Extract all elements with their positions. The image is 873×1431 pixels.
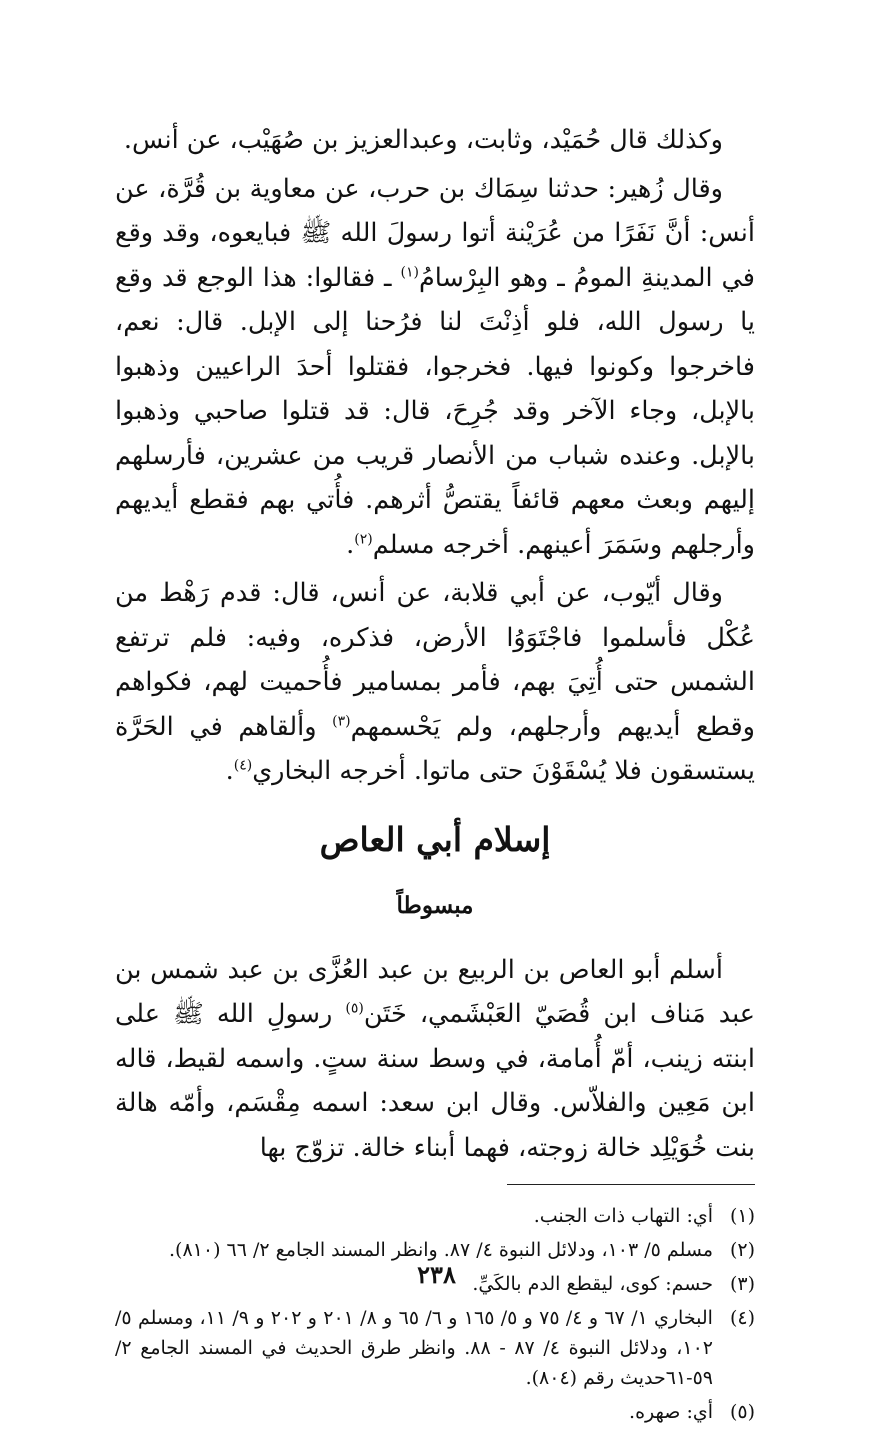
footnote-number: (٣)	[729, 1273, 755, 1295]
paragraph-4-text-b: رسولِ الله ﷺ على ابنته زينب، أمّ أُمامة، في وسط سنة ستٍ. واسمه لقيط، قاله ابن مَعِين والفلاّس. وقال ابن سعد: اسمه مِقْسَم، وأمّه هالة بنت خُوَيْلِد خالة زوجته، فهما أبناء خالة. تزوّج بها	[115, 999, 755, 1163]
footnote-5	[115, 1397, 755, 1427]
footnote-number: (٢)	[729, 1239, 755, 1261]
footnote-ref-3[interactable]: (٣)	[332, 713, 351, 729]
section-heading: إسلام أبي العاص	[319, 819, 551, 859]
paragraph-4-text-a: أسلم أبو العاص بن الربيع بن عبد العُزَّى بن عبد شمس بن عبد مَناف ابن قُصَيّ العَبْشَمي، خَتَن	[115, 954, 755, 1029]
footnote-text: أي: صهره.	[629, 1401, 713, 1423]
footnote-text: البخاري ١/ ٦٧ و ٤/ ٧٥ و ٥/ ١٦٥ و ٦/ ٦٥ و ٨/ ٢٠١ و ٢٠٢ و ٩/ ١١، ومسلم ٥/ ١٠٢، ودلائل النبوة ٤/ ٨٧ - ٨٨. وانظر طرق الحديث في المسند الجامع ٢/ ٥٩-٦١حديث رقم (٨٠٤).	[115, 1307, 713, 1389]
paragraph-4	[115, 948, 755, 1171]
footnote-text: أي: التهاب ذات الجنب.	[533, 1205, 713, 1227]
footnote-number: (١)	[729, 1205, 755, 1227]
footnote-divider	[507, 1184, 755, 1185]
footnote-1	[115, 1201, 755, 1231]
paragraph-2	[115, 167, 755, 568]
paragraph-1	[115, 118, 755, 163]
footnote-ref-4[interactable]: (٤)	[233, 757, 253, 774]
section-subheading: مبسوطاً	[396, 891, 474, 919]
paragraph-2-text-b: ـ فقالوا: هذا الوجع قد وقع يا رسول الله، فلو أذِنْتَ لنا فرُحنا إلى الإبل. قال: نعم، فاخرجوا وكونوا فيها. فخرجوا، فقتلوا أحدَ الراعيين وذهبوا بالإبل، وجاء الآخر وقد جُرِحَ، قال: قد قتلوا صاحبي وذهبوا بالإبل. وعنده شباب من الأنصار قريب من عشرين، فأرسلهم إليهم وبعث معهم قائفاً يقتصُّ أثرهم. فأُتي بهم فقطع أيديهم وأرجلهم وسَمَرَ أعينهم. أخرجه مسلم	[115, 262, 755, 560]
paragraph-2-text-c: .	[346, 529, 355, 560]
page-number: ٢٣٨	[417, 1260, 456, 1289]
paragraph-3	[115, 571, 755, 794]
paragraph-1-text: وكذلك قال حُمَيْد، وثابت، وعبدالعزيز بن صُهَيْب، عن أنس.	[123, 125, 723, 155]
page-content	[115, 118, 755, 1431]
footnote-number: (٤)	[729, 1307, 755, 1329]
footnote-ref-5[interactable]: (٥)	[345, 1000, 364, 1017]
footnote-number: (٥)	[729, 1401, 755, 1423]
footnote-4	[115, 1303, 755, 1393]
paragraph-3-text-c: .	[225, 756, 234, 786]
footnote-ref-1[interactable]: (١)	[400, 264, 419, 280]
paragraph-3-text-a: وقال أيّوب، عن أبي قلابة، عن أنس، قال: قدم رَهْط من عُكْل فأسلموا فاجْتَوَوُا الأرض، فذكره، وفيه: فلم ترتفع الشمس حتى أُتِيَ بهم، فأمر بمسامير فأُحميت لهم، فكواهم وقطع أيديهم وأرجلهم، ولم يَحْسمهم	[115, 578, 755, 742]
footnote-text: مسلم ٥/ ١٠٣، ودلائل النبوة ٤/ ٨٧. وانظر المسند الجامع ٢/ ٦٦ (٨١٠).	[169, 1239, 713, 1261]
paragraph-3-text-b: وألقاهم في الحَرَّة يستسقون فلا يُسْقَوْنَ حتى ماتوا. أخرجه البخاري	[115, 711, 755, 786]
footnote-ref-2[interactable]: (٢)	[354, 531, 373, 547]
footnotes	[115, 1201, 755, 1427]
footnote-text: حسم: كوى، ليقطع الدم بالكَيِّ.	[472, 1273, 713, 1295]
paragraph-2-text-a: وقال زُهير: حدثنا سِمَاك بن حرب، عن معاوية بن قُرَّة، عن أنس: أنَّ نَفَرًا من عُرَيْنة أتوا رسولَ الله ﷺ فبايعوه، وقد وقع في المدينةِ المومُ ـ وهو البِرْسامُ	[115, 173, 755, 293]
